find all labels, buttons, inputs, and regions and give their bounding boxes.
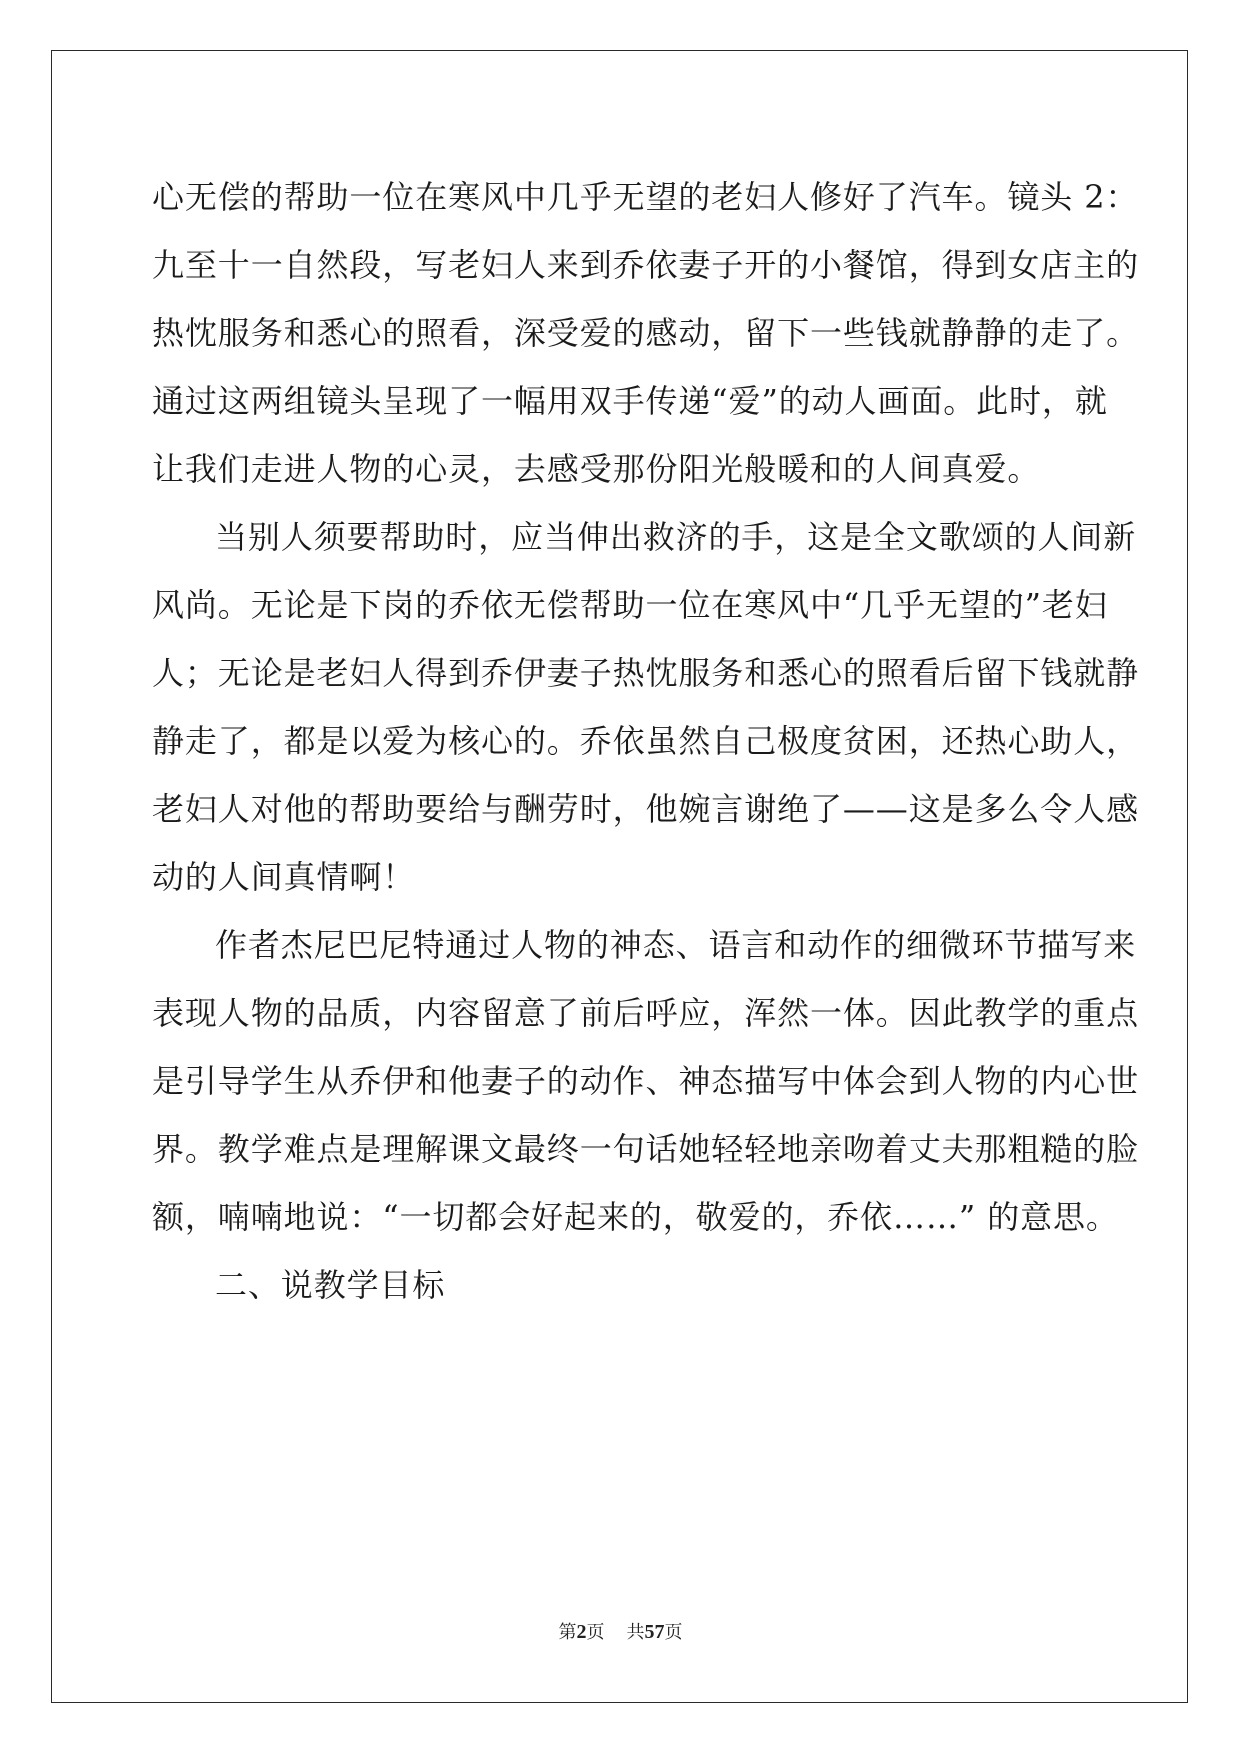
text-line: 是引导学生从乔伊和他妻子的动作、神态描写中体会到人物的内心世 — [152, 1062, 1140, 1100]
text-line: 热忱服务和悉心的照看，深受爱的感动，留下一些钱就静静的走了。 — [152, 314, 1140, 352]
text-line: 作者杰尼巴尼特通过人物的神态、语言和动作的细微环节描写来 — [215, 926, 1137, 964]
text-line: 通过这两组镜头呈现了一幅用双手传递“爱”的动人画面。此时，就 — [152, 382, 1108, 420]
text-line: 人；无论是老妇人得到乔伊妻子热忱服务和悉心的照看后留下钱就静 — [152, 654, 1140, 692]
section-heading — [152, 1251, 1092, 1319]
text-line: 当别人须要帮助时，应当伸出救济的手，这是全文歌颂的人间新 — [215, 518, 1137, 556]
page-footer — [0, 1620, 1241, 1645]
text-line: 老妇人对他的帮助要给与酬劳时，他婉言谢绝了——这是多么令人感 — [152, 790, 1140, 828]
paragraph-2 — [152, 503, 1140, 911]
text-line: 表现人物的品质，内容留意了前后呼应，浑然一体。因此教学的重点 — [152, 994, 1140, 1032]
page-prefix: 第 — [558, 1622, 577, 1643]
text-line: 动的人间真情啊！ — [152, 858, 416, 896]
total-prefix: 共 — [626, 1622, 645, 1643]
document-body — [152, 163, 1140, 1319]
text-line: 让我们走进人物的心灵，去感受那份阳光般暖和的人间真爱。 — [152, 450, 1041, 488]
total-pages: 57 — [644, 1621, 665, 1643]
total-suffix: 页 — [664, 1622, 683, 1643]
text-line: 风尚。无论是下岗的乔依无偿帮助一位在寒风中“几乎无望的”老妇 — [152, 586, 1108, 624]
page-suffix: 页 — [586, 1622, 605, 1643]
text-line: 额，喃喃地说：“一切都会好起来的，敬爱的，乔依……” 的意思。 — [152, 1198, 1119, 1236]
text-line: 界。教学难点是理解课文最终一句话她轻轻地亲吻着丈夫那粗糙的脸 — [152, 1130, 1140, 1168]
text-line: 二、说教学目标 — [215, 1266, 446, 1304]
paragraph-1 — [152, 163, 1140, 503]
paragraph-3 — [152, 911, 1140, 1251]
text-line: 心无偿的帮助一位在寒风中几乎无望的老妇人修好了汽车。镜头 2： — [152, 178, 1139, 216]
text-line: 静走了，都是以爱为核心的。乔依虽然自己极度贫困，还热心助人， — [152, 722, 1140, 760]
page-number: 2 — [576, 1621, 587, 1643]
text-line: 九至十一自然段，写老妇人来到乔依妻子开的小餐馆，得到女店主的 — [152, 246, 1140, 284]
